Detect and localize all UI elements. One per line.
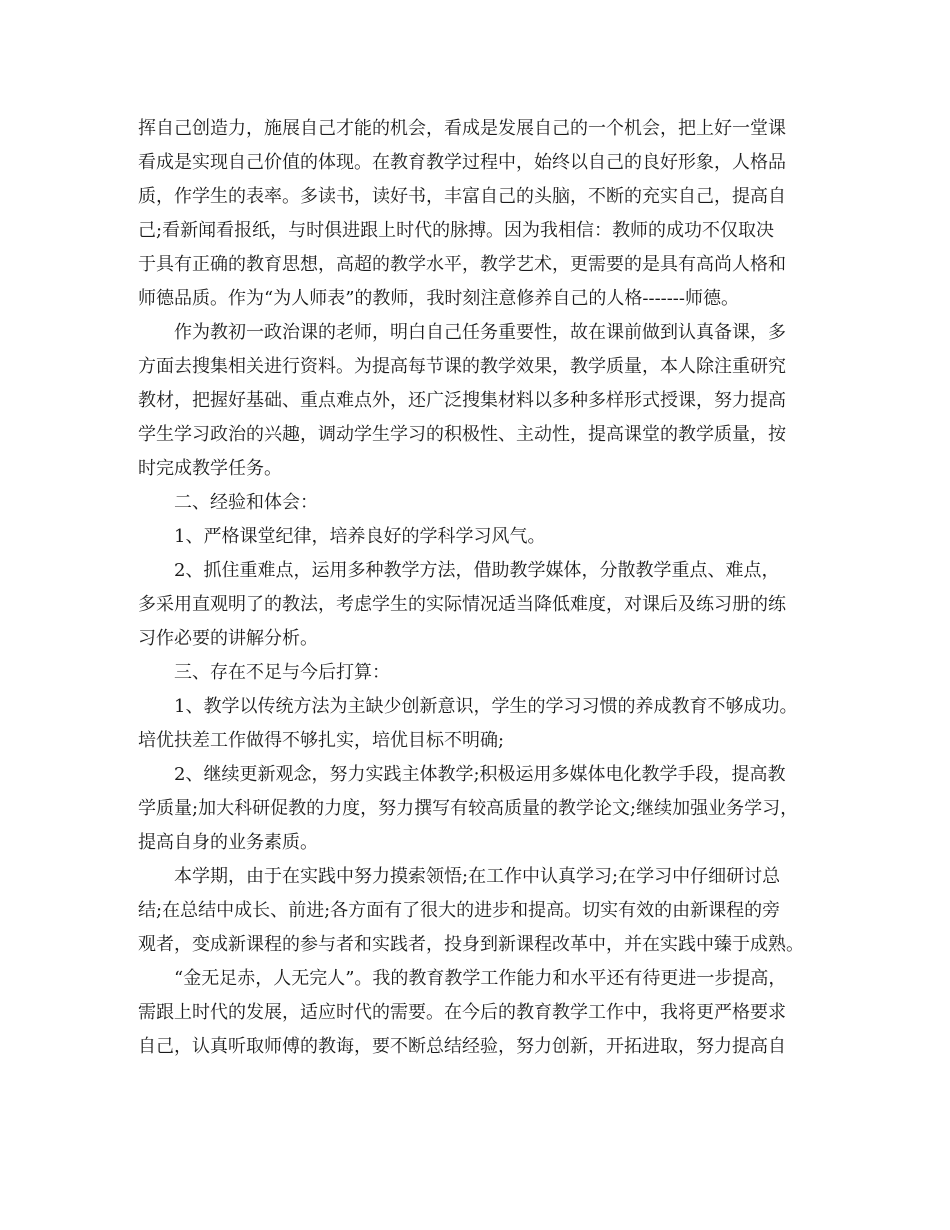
document-body <box>138 112 828 1064</box>
text-line: 学质量;加大科研促教的力度，努力撰写有较高质量的教学论文;继续加强业务学习， <box>138 798 799 819</box>
text-line: 师德品质。作为“为人师表”的教师，我时刻注意修养自己的人格-------师德。 <box>138 288 739 309</box>
text-line: 方面去搜集相关进行资料。为提高每节课的教学效果，教学质量，本人除注重研究 <box>138 356 786 377</box>
text-line: 二、经验和体会： <box>174 492 318 513</box>
text-line: 挥自己创造力，施展自己才能的机会，看成是发展自己的一个机会，把上好一堂课 <box>138 118 786 139</box>
text-line: 需跟上时代的发展，适应时代的需要。在今后的教育教学工作中，我将更严格要求 <box>138 1002 786 1023</box>
text-line: 教材，把握好基础、重点难点外，还广泛搜集材料以多种多样形式授课，努力提高 <box>138 390 786 411</box>
text-line: 2、继续更新观念，努力实践主体教学;积极运用多媒体电化教学手段，提高教 <box>174 764 786 785</box>
text-line: 结;在总结中成长、前进;各方面有了很大的进步和提高。切实有效的由新课程的旁 <box>138 900 781 921</box>
text-line: 培优扶差工作做得不够扎实，培优目标不明确; <box>138 730 505 751</box>
text-line: 看成是实现自己价值的体现。在教育教学过程中，始终以自己的良好形象，人格品 <box>138 152 786 173</box>
text-line: 质，作学生的表率。多读书，读好书，丰富自己的头脑，不断的充实自己，提高自 <box>138 186 786 207</box>
text-line: 己;看新闻看报纸，与时俱进跟上时代的脉搏。因为我相信：教师的成功不仅取决 <box>138 220 775 241</box>
text-line: 1、严格课堂纪律，培养良好的学科学习风气。 <box>174 526 546 547</box>
text-line: 时完成教学任务。 <box>138 458 282 479</box>
text-line: 自己，认真听取师傅的教诲，要不断总结经验，努力创新，开拓进取，努力提高自 <box>138 1036 786 1057</box>
text-line: 观者，变成新课程的参与者和实践者，投身到新课程改革中，并在实践中臻于成熟。 <box>138 934 804 955</box>
text-line: 三、存在不足与今后打算： <box>174 662 390 683</box>
text-line: 2、抓住重难点，运用多种教学方法，借助教学媒体，分散教学重点、难点， <box>174 560 780 581</box>
text-line: 习作必要的讲解分析。 <box>138 628 318 649</box>
text-line: “金无足赤，人无完人”。我的教育教学工作能力和水平还有待更进一步提高， <box>174 968 787 989</box>
text-line: 于具有正确的教育思想，高超的教学水平，教学艺术，更需要的是具有高尚人格和 <box>138 254 786 275</box>
text-line: 多采用直观明了的教法，考虑学生的实际情况适当降低难度，对课后及练习册的练 <box>138 594 786 615</box>
text-line: 作为教初一政治课的老师，明白自己任务重要性，故在课前做到认真备课，多 <box>174 322 786 343</box>
text-line: 提高自身的业务素质。 <box>138 832 318 853</box>
text-line: 学生学习政治的兴趣，调动学生学习的积极性、主动性，提高课堂的教学质量，按 <box>138 424 786 445</box>
text-line: 本学期，由于在实践中努力摸索领悟;在工作中认真学习;在学习中仔细研讨总 <box>174 866 781 887</box>
text-line: 1、教学以传统方法为主缺少创新意识，学生的学习习惯的养成教育不够成功。 <box>174 696 798 717</box>
